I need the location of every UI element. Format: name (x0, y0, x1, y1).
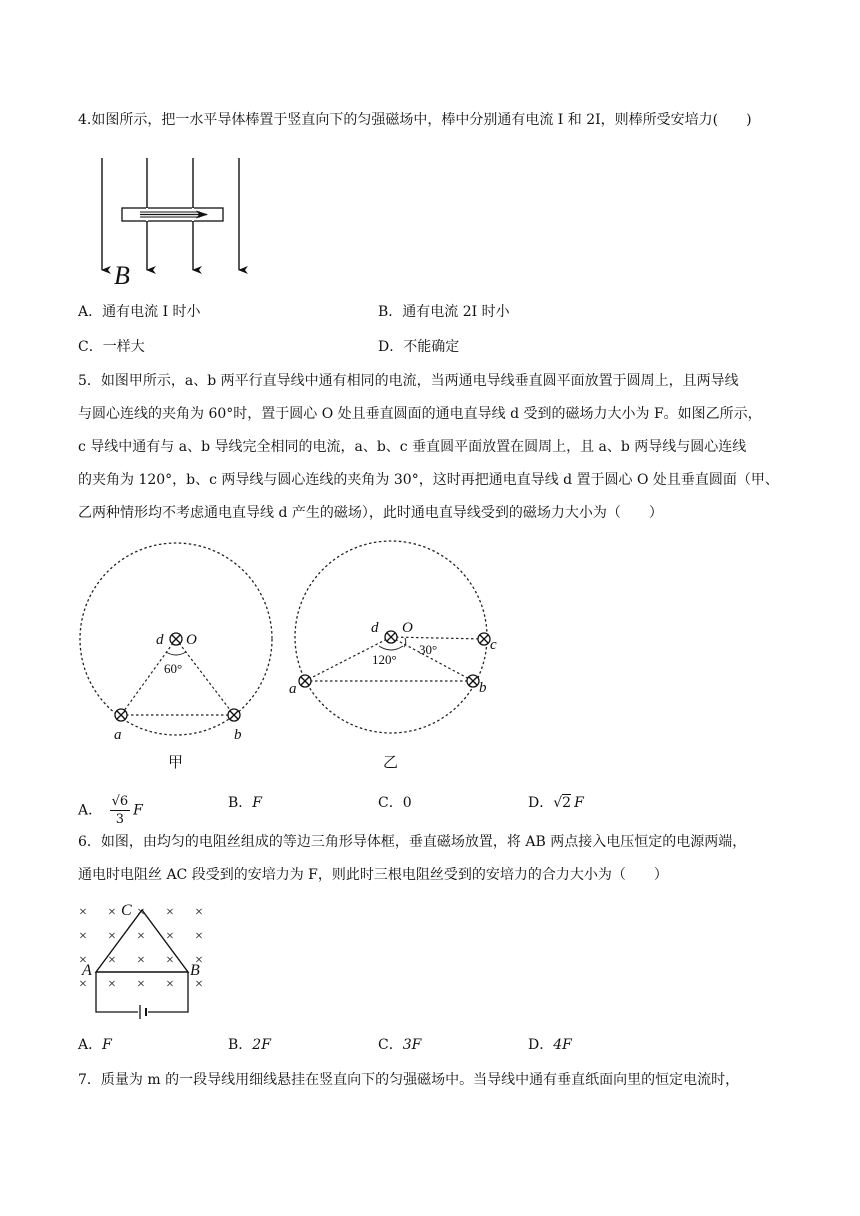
q5-option-c[interactable]: C．0 (378, 795, 412, 811)
label-O: O (402, 620, 413, 636)
circuit-wire (96, 972, 138, 1012)
label-a: a (114, 727, 122, 743)
caption-yi: 乙 (383, 755, 399, 771)
q7-stem: 7．质量为 m 的一段导线用细线悬挂在竖直向下的匀强磁场中。当导线中通有垂直纸面向里的恒定电流时， (78, 1072, 740, 1088)
field-cross: × (79, 929, 87, 944)
q5-figure-yi (283, 520, 513, 770)
q6-option-c[interactable]: C．3F (378, 1037, 422, 1053)
wire-b (228, 709, 240, 721)
field-cross: × (166, 929, 174, 944)
field-cross: × (137, 929, 145, 944)
wire-d (170, 633, 182, 645)
magnetic-field-crosses (79, 905, 203, 992)
label-B: B (190, 962, 200, 979)
q4-option-a[interactable]: A．通有电流 I 时小 (78, 304, 201, 320)
q4-stem: 4.如图所示，把一水平导体棒置于竖直向下的匀强磁场中，棒中分别通有电流 I 和 2I，则棒所受安培力( ) (78, 112, 752, 128)
label-b: b (479, 680, 487, 696)
q5-figure-jia (76, 528, 276, 778)
q4-option-b[interactable]: B．通有电流 2I 时小 (378, 304, 510, 320)
q6-option-b[interactable]: B．2F (228, 1037, 271, 1053)
q5-line-2: 与圆心连线的夹角为 60°时，置于圆心 O 处且垂直圆面的通电直导线 d 受到的磁场力大小为 F。如图乙所示， (78, 406, 762, 422)
field-cross: × (137, 905, 145, 920)
field-cross: × (108, 929, 116, 944)
q5-option-d[interactable]: D．√2 F (528, 795, 584, 811)
field-cross: × (195, 929, 203, 944)
q4-figure (90, 152, 250, 292)
field-cross: × (108, 977, 116, 992)
label-b: b (234, 727, 242, 743)
angle-30: 30° (419, 642, 438, 657)
q6-option-d[interactable]: D．4F (528, 1037, 572, 1053)
label-c: c (490, 637, 497, 653)
wire-a (115, 709, 127, 721)
q5-line-1: 5．如图甲所示，a、b 两平行直导线中通有相同的电流，当两通电导线垂直圆平面放置于圆周上，且两导线 (78, 373, 739, 389)
field-cross: × (195, 977, 203, 992)
label-a: a (289, 681, 297, 697)
field-cross: × (108, 953, 116, 968)
label-d: d (156, 632, 164, 648)
q6-option-a[interactable]: A．F (78, 1037, 112, 1053)
field-cross: × (166, 953, 174, 968)
q4-option-c[interactable]: C．一样大 (78, 339, 145, 355)
label-d: d (371, 620, 379, 636)
q5-option-a[interactable]: A． $\frac{√6}{3}$ F (78, 794, 143, 827)
sqrt-sign: √ (553, 795, 563, 811)
angle-120: 120° (372, 652, 397, 667)
wire-c (478, 633, 490, 645)
q5-line-5: 乙两种情形均不考虑通电直导线 d 产生的磁场），此时通电直导线受到的磁场力大小为（ ） (78, 505, 663, 521)
field-cross: × (79, 953, 87, 968)
field-cross: × (166, 977, 174, 992)
wire-a (299, 675, 311, 687)
q6-line-1: 6．如图，由均匀的电阻丝组成的等边三角形导体框，垂直磁场放置，将 AB 两点接入电压恒定的电源两端， (78, 834, 747, 850)
label-O: O (186, 632, 197, 648)
field-cross: × (137, 953, 145, 968)
q5-line-3: c 导线中通有与 a、b 导线完全相同的电流，a、b、c 垂直圆平面放置在圆周上，且 a、b 两导线与圆心连线 (78, 439, 747, 455)
label-C: C (121, 902, 132, 919)
field-cross: × (137, 977, 145, 992)
field-cross: × (195, 953, 203, 968)
q6-figure (72, 895, 222, 1025)
wire-d (385, 631, 397, 643)
wire-b (467, 675, 479, 687)
field-cross: × (195, 905, 203, 920)
field-label-B: B (114, 261, 130, 290)
label-A: A (82, 962, 92, 979)
q5-option-b[interactable]: B．F (228, 795, 263, 811)
field-cross: × (166, 905, 174, 920)
q5-line-4: 的夹角为 120°，b、c 两导线与圆心连线的夹角为 30°，这时再把通电直导线 d 置于圆心 O 处且垂直圆面（甲、 (78, 472, 779, 488)
field-cross: × (79, 905, 87, 920)
q4-option-d[interactable]: D．不能确定 (378, 339, 460, 355)
fraction: $\frac{√6}{3}$ (111, 794, 129, 827)
field-cross: × (108, 905, 116, 920)
caption-jia: 甲 (168, 755, 184, 771)
field-cross: × (79, 977, 87, 992)
angle-label: 60° (164, 661, 183, 676)
q6-line-2: 通电时电阻丝 AC 段受到的安培力为 F，则此时三根电阻丝受到的安培力的合力大小为（ ） (78, 867, 668, 883)
